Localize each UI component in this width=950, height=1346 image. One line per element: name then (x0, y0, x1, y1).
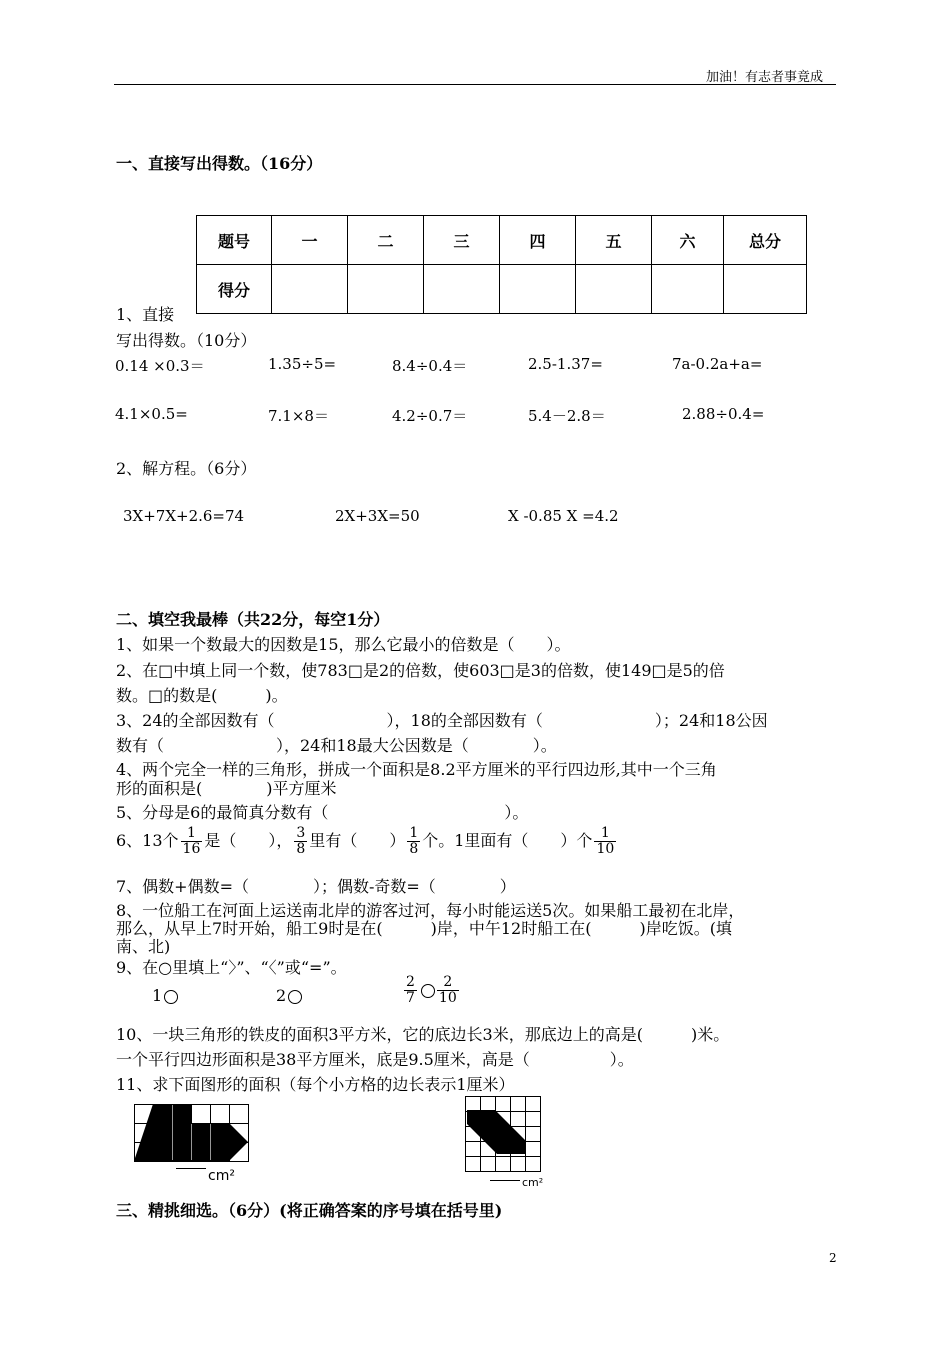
fill-q6 (116, 826, 618, 857)
fill-q3-line2: 数有（ ），24和18最大公因数是（ ）。 (116, 736, 557, 755)
q6-text: 6、13个 (116, 831, 179, 850)
compare-circle[interactable] (164, 990, 178, 1004)
calc-item: 1.35÷5= (268, 355, 337, 373)
area-figure-2 (465, 1096, 543, 1174)
calc-item: 2.88÷0.4= (682, 405, 765, 423)
q1-rest: 写出得数。（10分） (116, 331, 257, 350)
fill-q3-line1: 3、24的全部因数有（ ），18的全部因数有（ ）；24和18公因 (116, 711, 768, 730)
calc-item: 2.5-1.37= (528, 355, 603, 373)
calc-item: 4.2÷0.7＝ (392, 407, 468, 425)
score-cell: 三 (424, 216, 500, 265)
compare-circle[interactable] (288, 990, 302, 1004)
score-table-score-row (197, 265, 807, 314)
q1-prefix: 1、直接 (116, 305, 175, 324)
fill-q2-line1: 2、在□中填上同一个数，使783□是2的倍数，使603□是3的倍数，使149□是5的倍 (116, 661, 725, 680)
compare-circle[interactable] (421, 984, 435, 998)
fill-q5: 5、分母是6的最简真分数有（ ）。 (116, 803, 529, 822)
calc-item: 7a-0.2a+a= (672, 355, 763, 373)
fill-q1: 1、如果一个数最大的因数是15，那么它最小的倍数是（ ）。 (116, 635, 571, 654)
fill-q4-line1: 4、两个完全一样的三角形，拼成一个面积是8.2平方厘米的平行四边形,其中一个三角 (116, 760, 717, 779)
score-input-cell[interactable] (424, 265, 500, 314)
score-input-cell[interactable] (348, 265, 424, 314)
score-cell: 二 (348, 216, 424, 265)
calc-item: 0.14 ×0.3＝ (115, 357, 205, 375)
answer-blank-2[interactable] (490, 1180, 520, 1181)
fill-q7: 7、偶数+偶数=（ ）；偶数-奇数=（ ） (116, 877, 516, 896)
header-motto: 加油！有志者事竟成 (706, 70, 824, 85)
calc-item: 7.1×8＝ (268, 407, 329, 425)
fill-q10-line1: 10、一块三角形的铁皮的面积3平方米，它的底边长3米，那底边上的高是( )米。 (116, 1025, 730, 1044)
score-table (196, 215, 807, 314)
unit-label: cm² (522, 1176, 544, 1189)
score-cell: 四 (500, 216, 576, 265)
fill-q2-line2: 数。□的数是( )。 (116, 686, 288, 705)
equation: 2X+3X=50 (335, 507, 420, 525)
score-cell: 六 (652, 216, 724, 265)
q6-text: 个。1里面有（ ）个 (422, 831, 593, 850)
calc-item: 5.4－2.8＝ (528, 407, 606, 425)
fraction: $\frac{1}{16}$ (182, 825, 201, 857)
q6-text: 里有（ ） (309, 831, 406, 850)
score-input-cell[interactable] (500, 265, 576, 314)
fraction: $\frac{1}{10}$ (596, 825, 615, 857)
score-input-cell[interactable] (272, 265, 348, 314)
score-input-cell[interactable] (652, 265, 724, 314)
fill-q10-line2: 一个平行四边形面积是38平方厘米，底是9.5厘米，高是（ ）。 (116, 1050, 634, 1069)
q6-text: 是（ ）， (204, 831, 293, 850)
fill-q8-line1: 8、一位船工在河面上运送南北岸的游客过河，每小时能运送5次。如果船工最初在北岸， (116, 901, 745, 920)
section-1-title: 一、直接写出得数。（16分） (116, 154, 323, 173)
score-cell: 一 (272, 216, 348, 265)
fill-q11: 11、求下面图形的面积（每个小方格的边长表示1厘米） (116, 1075, 515, 1094)
answer-blank-1[interactable] (176, 1168, 206, 1169)
score-cell: 题号 (197, 216, 272, 265)
calc-item: 4.1×0.5= (115, 405, 188, 423)
q9-compare: 1 (152, 986, 178, 1005)
score-cell: 总分 (724, 216, 807, 265)
fraction: $\frac{3}{8}$ (296, 825, 306, 857)
fill-q8-line3: 南、北) (116, 937, 171, 956)
fill-q9: 9、在○里填上“〉”、“〈”或“=”。 (116, 958, 347, 977)
fraction: $\frac{2}{7}$ (406, 974, 415, 1006)
q2-title: 2、解方程。（6分） (116, 459, 257, 478)
score-cell: 五 (576, 216, 652, 265)
unit-label: cm² (208, 1168, 235, 1184)
section-2-title: 二、填空我最棒（共22分，每空1分） (116, 610, 390, 629)
score-cell: 得分 (197, 265, 272, 314)
calc-item: 8.4÷0.4＝ (392, 357, 468, 375)
section-3-title: 三、精挑细选。（6分）(将正确答案的序号填在括号里) (116, 1201, 503, 1220)
page-number: 2 (829, 1251, 837, 1265)
score-input-cell[interactable] (724, 265, 807, 314)
fraction: $\frac{1}{8}$ (409, 825, 419, 857)
equation: 3X+7X+2.6=74 (123, 507, 245, 525)
score-input-cell[interactable] (576, 265, 652, 314)
fraction: $\frac{2}{10}$ (438, 974, 457, 1006)
header-rule (114, 84, 836, 85)
fill-q8-line2: 那么，从早上7时开始，船工9时是在( )岸，中午12时船工在( )岸吃饭。(填 (116, 919, 732, 938)
score-table-header-row (197, 216, 807, 265)
q9-compare: 2 (276, 986, 302, 1005)
area-figure-1 (134, 1104, 252, 1164)
equation: X -0.85 X =4.2 (508, 507, 619, 525)
q9-compare-fractions (402, 975, 461, 1006)
fill-q4-line2: 形的面积是( )平方厘米 (116, 779, 337, 798)
